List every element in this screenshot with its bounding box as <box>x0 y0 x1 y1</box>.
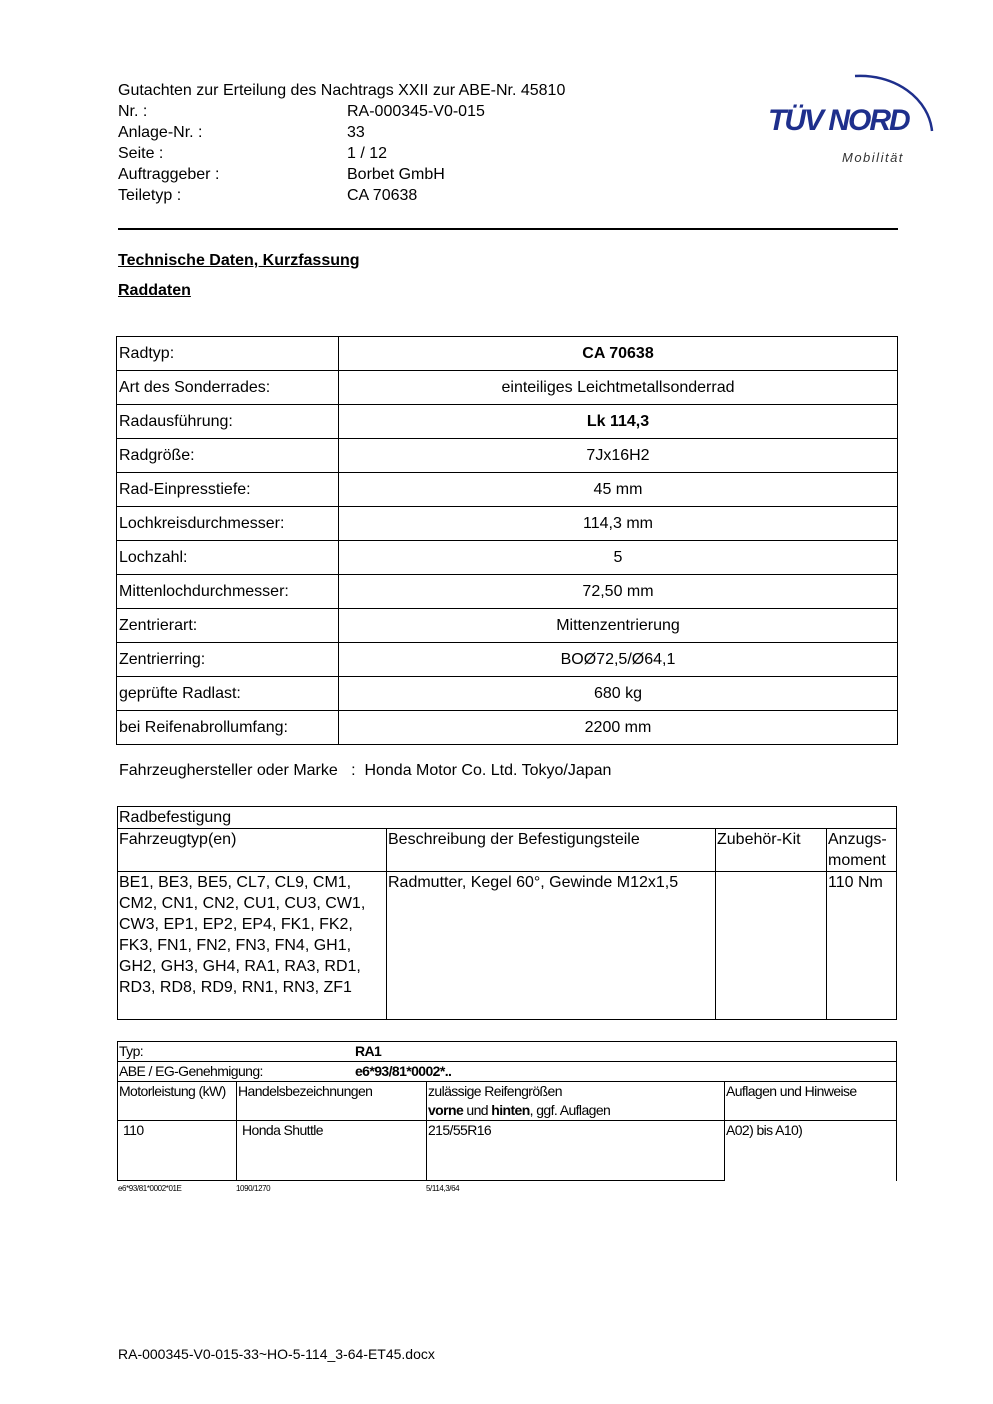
torque-cell: 110 Nm <box>827 872 897 1020</box>
column-header: Handelsbezeichnungen <box>237 1082 427 1121</box>
table-row <box>118 807 897 829</box>
row-value: Lk 114,3 <box>339 405 898 439</box>
row-label: Zentrierart: <box>117 609 339 643</box>
small-note: 5/114,3/64 <box>426 1184 460 1193</box>
tuv-nord-logo <box>760 56 950 176</box>
header-field-value: CA 70638 <box>347 187 418 204</box>
row-value: 2200 mm <box>339 711 898 745</box>
row-label: Lochkreisdurchmesser: <box>117 507 339 541</box>
table-row <box>118 1062 897 1082</box>
column-header: Anzugs-moment <box>827 829 897 872</box>
row-label: Rad-Einpresstiefe: <box>117 473 339 507</box>
column-header-tyres <box>427 1082 725 1121</box>
header-field-value: RA-000345-V0-015 <box>347 103 485 120</box>
row-value: 72,50 mm <box>339 575 898 609</box>
header-field <box>0 122 700 143</box>
logo-brand: TÜV NORD <box>768 104 909 137</box>
vehicle-types-cell: BE1, BE3, BE5, CL7, CL9, CM1, CM2, CN1, CN2, CU1, CU3, CW1, CW3, EP1, EP2, EP4, FK1, FK2, FK3, FN1, FN2, FN3, FN4, GH1, GH2, GH3, GH4, RA1, RA3, RD1, RD3, RD8, RD9, RN1, RN3, ZF1 <box>118 872 387 1020</box>
row-value: 7Jx16H2 <box>339 439 898 473</box>
power-cell: 110 <box>118 1121 237 1181</box>
column-header: Beschreibung der Befestigungsteile <box>387 829 716 872</box>
table-header-row <box>118 829 897 872</box>
tyres-front: vorne <box>428 1102 464 1118</box>
header-divider <box>118 228 898 230</box>
row-value: BOØ72,5/Ø64,1 <box>339 643 898 677</box>
header-field <box>0 164 700 185</box>
header-field-label: Seite : <box>118 145 164 162</box>
small-note: 1090/1270 <box>236 1184 271 1193</box>
header-field-value: Borbet GmbH <box>347 166 445 183</box>
column-header: Fahrzeugtyp(en) <box>118 829 387 872</box>
table-header-row <box>118 1082 897 1121</box>
row-value: Mittenzentrierung <box>339 609 898 643</box>
type-label: Typ: <box>119 1043 144 1059</box>
type-row <box>118 1042 897 1062</box>
row-label: Mittenlochdurchmesser: <box>117 575 339 609</box>
table-row <box>118 1121 897 1181</box>
notes-cell: A02) bis A10) <box>725 1121 897 1181</box>
fastener-description-cell: Radmutter, Kegel 60°, Gewinde M12x1,5 <box>387 872 716 1020</box>
header-fields <box>0 101 700 211</box>
type-value: RA1 <box>355 1043 382 1059</box>
table-row <box>118 872 897 1020</box>
table-row <box>118 1042 897 1062</box>
section-subtitle: Raddaten <box>118 282 191 299</box>
row-value: 45 mm <box>339 473 898 507</box>
footer-filename: RA-000345-V0-015-33~HO-5-114_3-64-ET45.docx <box>118 1346 435 1362</box>
tyres-rest: , ggf. Auflagen <box>529 1102 611 1118</box>
mounting-table <box>117 806 897 1020</box>
table-row <box>117 439 898 473</box>
row-label: Lochzahl: <box>117 541 339 575</box>
row-label: bei Reifenabrollumfang: <box>117 711 339 745</box>
row-label: Radausführung: <box>117 405 339 439</box>
header-field-label: Anlage-Nr. : <box>118 124 203 141</box>
approval-row <box>118 1062 897 1082</box>
manufacturer-value: Honda Motor Co. Ltd. Tokyo/Japan <box>364 762 612 779</box>
header-field-label: Teiletyp : <box>118 187 182 204</box>
manufacturer-label: Fahrzeughersteller oder Marke <box>119 762 338 779</box>
manufacturer-separator: : <box>351 762 356 779</box>
table-row <box>117 643 898 677</box>
header-field <box>0 185 700 206</box>
trade-name-cell: Honda Shuttle <box>237 1121 427 1181</box>
header-field-value: 33 <box>347 124 365 141</box>
header-field-value: 1 / 12 <box>347 145 388 162</box>
tyres-rear: hinten <box>491 1102 530 1118</box>
tyres-header-line1: zulässige Reifengrößen <box>428 1083 562 1099</box>
row-value: 114,3 mm <box>339 507 898 541</box>
table-row <box>117 541 898 575</box>
accessory-kit-cell <box>716 872 827 1020</box>
row-label: geprüfte Radlast: <box>117 677 339 711</box>
row-label: Radgröße: <box>117 439 339 473</box>
logo-subtitle: Mobilität <box>842 150 904 165</box>
table-row <box>117 405 898 439</box>
mounting-title: Radbefestigung <box>118 807 897 829</box>
table-row <box>117 473 898 507</box>
row-value: CA 70638 <box>339 337 898 371</box>
table-row <box>117 677 898 711</box>
report-title: Gutachten zur Erteilung des Nachtrags XXII zur ABE-Nr. 45810 <box>118 82 566 99</box>
manufacturer-line <box>119 762 611 780</box>
row-label: Art des Sonderrades: <box>117 371 339 405</box>
approval-value: e6*93/81*0002*.. <box>355 1063 452 1079</box>
column-header: Zubehör-Kit <box>716 829 827 872</box>
approval-label: ABE / EG-Genehmigung: <box>119 1063 263 1079</box>
row-label: Zentrierring: <box>117 643 339 677</box>
column-header: Motorleistung (kW) <box>118 1082 237 1121</box>
row-value: einteiliges Leichtmetallsonderrad <box>339 371 898 405</box>
header-field-label: Auftraggeber : <box>118 166 220 183</box>
table-row <box>117 609 898 643</box>
wheel-data-table <box>116 336 898 745</box>
table-row <box>117 371 898 405</box>
header-field-label: Nr. : <box>118 103 148 120</box>
table-row <box>117 337 898 371</box>
table-row <box>117 575 898 609</box>
tyre-size-cell: 215/55R16 <box>427 1121 725 1181</box>
small-note: e6*93/81*0002*01E <box>118 1184 182 1193</box>
header-field <box>0 101 700 122</box>
row-value: 5 <box>339 541 898 575</box>
row-value: 680 kg <box>339 677 898 711</box>
vehicle-table <box>117 1041 897 1181</box>
row-label: Radtyp: <box>117 337 339 371</box>
column-header: Auflagen und Hinweise <box>725 1082 897 1121</box>
tyres-and: und <box>463 1102 492 1118</box>
header-field <box>0 143 700 164</box>
section-title: Technische Daten, Kurzfassung <box>118 252 360 269</box>
table-row <box>117 507 898 541</box>
table-row <box>117 711 898 745</box>
